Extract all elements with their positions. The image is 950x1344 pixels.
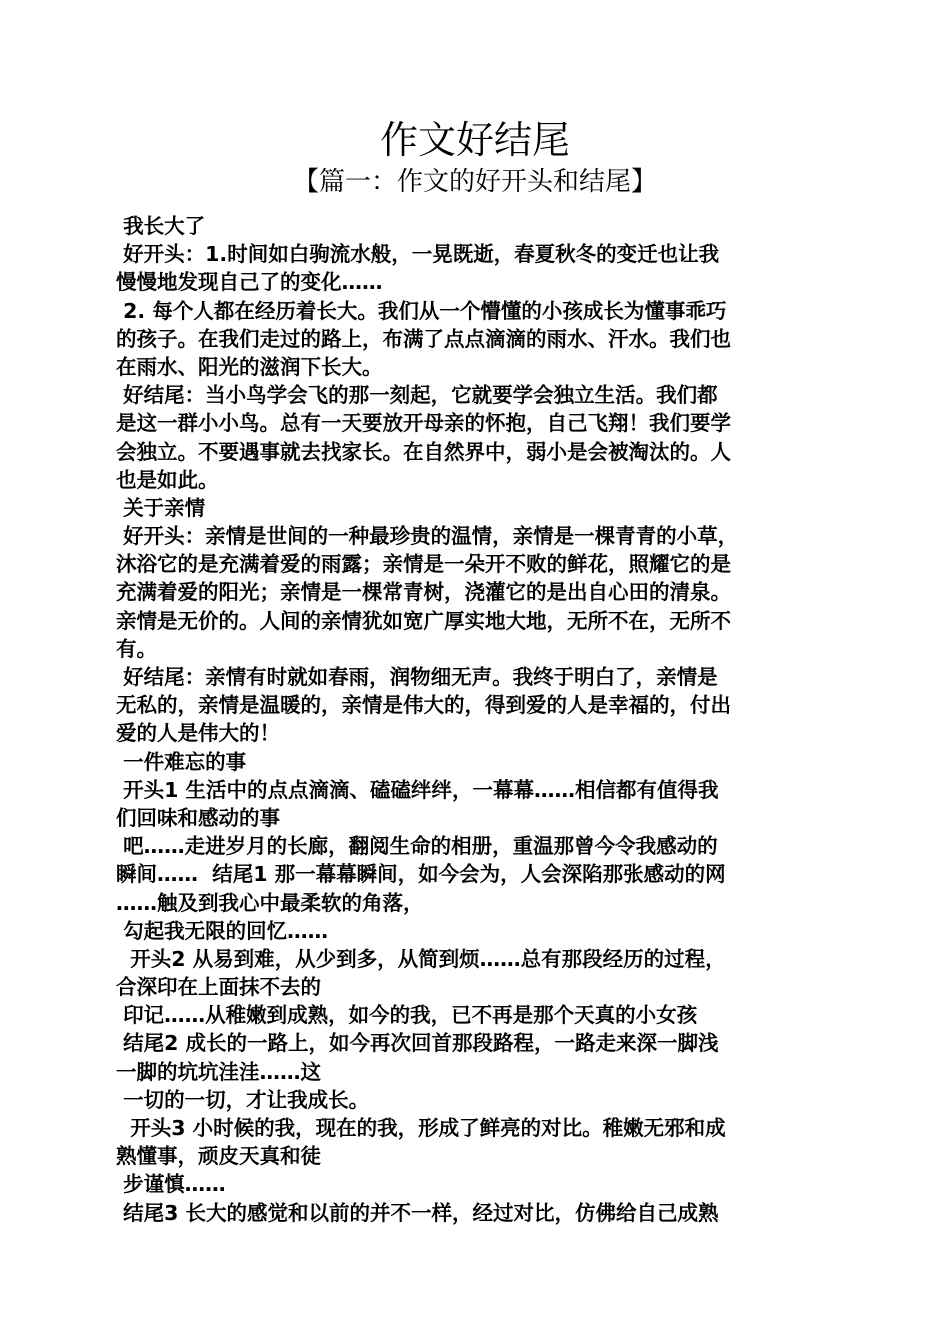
text-line: 是这一群小小鸟。总有一天要放开母亲的怀抱，自己飞翔！我们要学 — [116, 411, 731, 436]
text-line: 一切的一切，才让我成长。 — [116, 1087, 370, 1112]
text-line: 合深印在上面抹不去的 — [116, 975, 321, 1000]
document-title: 作文好结尾 — [379, 118, 570, 162]
text-line: 开头2 从易到难，从少到多，从简到烦……总有那段经历的过程， — [116, 946, 726, 971]
text-line: 勾起我无限的回忆…… — [116, 918, 329, 943]
text-line: 开头1 生活中的点点滴滴、磕磕绊绊，一幕幕……相信都有值得我 — [116, 777, 719, 802]
text-line: 关于亲情 — [116, 495, 206, 520]
text-line: 的孩子。在我们走过的路上，布满了点点滴滴的雨水、汗水。我们也 — [116, 326, 731, 351]
text-line: 好结尾：当小鸟学会飞的那一刻起，它就要学会独立生活。我们都 — [116, 383, 718, 408]
text-line: 爱的人是伟大的！ — [116, 721, 280, 746]
text-line: 也是如此。 — [116, 467, 219, 492]
text-line: ……触及到我心中最柔软的角落， — [116, 890, 424, 915]
text-line: 吧……走进岁月的长廊，翻阅生命的相册，重温那曾今令我感动的 — [116, 834, 718, 859]
text-line: 我长大了 — [116, 214, 206, 238]
text-line: 印记……从稚嫩到成熟，如今的我，已不再是那个天真的小女孩 — [116, 1003, 698, 1028]
text-line: 结尾3 长大的感觉和以前的并不一样，经过对比，仿佛给自己成熟 — [116, 1200, 719, 1225]
text-line: 熟懂事，顽皮天真和徒 — [116, 1144, 321, 1169]
text-line: 一件难忘的事 — [116, 749, 247, 774]
text-line: 沐浴它的是充满着爱的雨露；亲情是一朵开不败的鲜花，照耀它的是 — [116, 552, 731, 577]
text-line: 2. 每个人都在经历着长大。我们从一个懵懂的小孩成长为懂事乖巧 — [116, 298, 727, 323]
text-line: 结尾2 成长的一路上，如今再次回首那段路程，一路走来深一脚浅 — [116, 1031, 719, 1056]
text-line: 们回味和感动的事 — [116, 805, 280, 830]
document-subtitle: 【篇一：作文的好开头和结尾】 — [292, 167, 657, 197]
text-line: 会独立。不要遇事就去找家长。在自然界中，弱小是会被淘汰的。人 — [116, 439, 731, 464]
text-line: 有。 — [116, 636, 157, 661]
text-line: 在雨水、阳光的滋润下长大。 — [116, 354, 383, 379]
text-line: 步谨慎…… — [116, 1172, 226, 1197]
text-line: 好开头：1.时间如白驹流水般，一晃既逝，春夏秋冬的变迁也让我 — [116, 242, 720, 267]
text-line: 一脚的坑坑洼洼……这 — [116, 1059, 321, 1084]
document-body — [116, 212, 846, 1227]
text-line: 开头3 小时候的我，现在的我，形成了鲜亮的对比。稚嫩无邪和成 — [116, 1116, 726, 1140]
text-line: 慢慢地发现自己了的变化…… — [116, 270, 383, 295]
text-line: 好开头：亲情是世间的一种最珍贵的温情，亲情是一棵青青的小草， — [116, 524, 739, 549]
text-line: 亲情是无价的。人间的亲情犹如宽广厚实地大地，无所不在，无所不 — [116, 608, 731, 633]
text-line: 充满着爱的阳光；亲情是一棵常青树，浇灌它的是出自心田的清泉。 — [116, 580, 731, 605]
text-line: 瞬间…… 结尾1 那一幕幕瞬间，如今会为，人会深陷那张感动的网 — [116, 862, 726, 887]
text-line: 无私的，亲情是温暖的，亲情是伟大的，得到爱的人是幸福的，付出 — [116, 693, 731, 718]
text-line: 好结尾：亲情有时就如春雨，润物细无声。我终于明白了，亲情是 — [116, 665, 718, 689]
